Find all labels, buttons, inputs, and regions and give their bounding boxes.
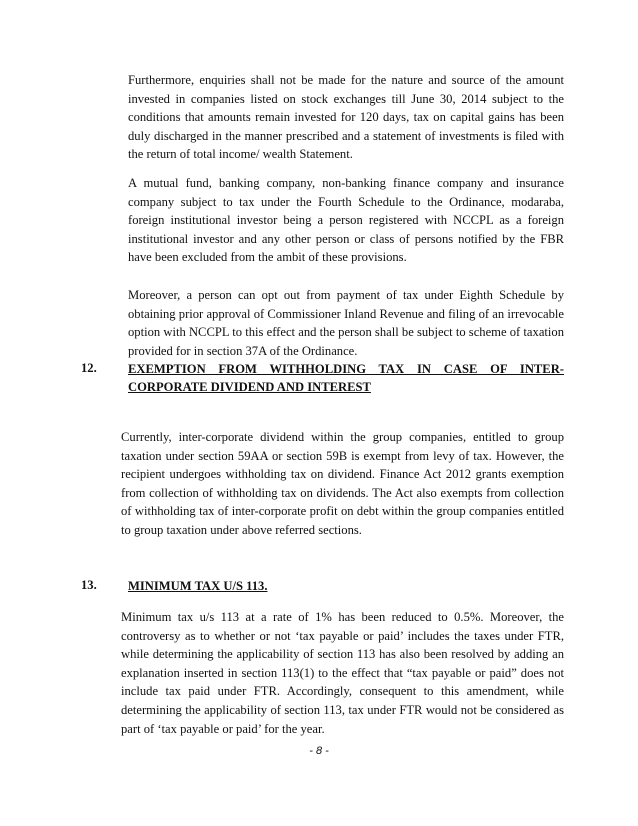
paragraph-excluded-persons: A mutual fund, banking company, non-banking finance company and insurance company subject to tax under the Fourth Schedule to the Ordinance, modaraba, foreign institutional investor being a person registered with NCCPL as a foreign institutional investor and any other person or class of persons notified by the FBR have been excluded from the ambit of these provisions. [128,176,564,265]
page-number: - 8 - [309,745,329,757]
section-12-body: Currently, inter-corporate dividend within the group companies, entitled to group taxation under section 59AA or section 59B is exempt from levy of tax. However, the recipient undergoes withholding tax on dividend. Finance Act 2012 grants exemption from collection of withholding tax on dividends. The Act also exempts from collection of withholding tax of inter-corporate profit on debt within the group companies entitled to group taxation under above referred sections. [121,430,564,537]
section-13-heading: MINIMUM TAX U/S 113. [128,579,268,593]
section-12-number: 12. [81,361,97,375]
section-13-body: Minimum tax u/s 113 at a rate of 1% has been reduced to 0.5%. Moreover, the controversy as to whether or not ‘tax payable or paid’ includes the taxes under FTR, while determining the applicability of section 113 has also been resolved by adding an explanation inserted in section 113(1) to the effect that “tax payable or paid” does not include tax paid under FTR. Accordingly, consequent to this amendment, while determining the applicability of section 113, tax under FTR would not be considered as part of ‘tax payable or paid’ for the year. [121,610,564,736]
paragraph-enquiries: Furthermore, enquiries shall not be made for the nature and source of the amount invested in companies listed on stock exchanges till June 30, 2014 subject to the conditions that amounts remain invested for 120 days, tax on capital gains has been duly discharged in the manner prescribed and a statement of investments is filed with the return of total income/ wealth Statement. [128,73,564,162]
paragraph-opt-out: Moreover, a person can opt out from payment of tax under Eighth Schedule by obtaining prior approval of Commissioner Inland Revenue and filing of an irrevocable option with NCCPL to this effect and the person shall be subject to scheme of taxation provided for in section 37A of the Ordinance. [128,288,564,358]
section-12-heading: EXEMPTION FROM WITHHOLDING TAX IN CASE OF INTER-CORPORATE DIVIDEND AND INTEREST [128,362,564,394]
section-13-number: 13. [81,578,97,592]
